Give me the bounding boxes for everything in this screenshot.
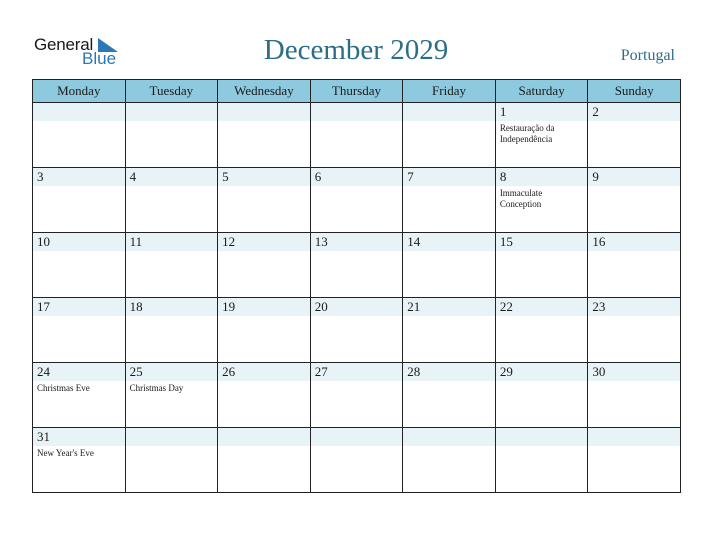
day-number-band [496, 428, 588, 446]
day-cell [588, 363, 681, 428]
weekday-header-row [33, 80, 681, 103]
day-cell [310, 168, 403, 233]
weekday-header: Friday [403, 80, 496, 103]
day-number-band [588, 103, 680, 121]
day-cell [310, 363, 403, 428]
day-number: 6 [314, 169, 322, 184]
calendar-title: December 2029 [263, 34, 449, 66]
week-row [33, 298, 681, 363]
day-cell [310, 103, 403, 168]
day-number: 16 [592, 234, 606, 249]
day-cell [125, 233, 218, 298]
holiday-label: New Year's Eve [37, 448, 94, 458]
country-label: Portugal [620, 47, 675, 64]
day-number: 4 [129, 169, 137, 184]
day-number-band [126, 103, 218, 121]
day-cell [403, 363, 496, 428]
day-cell [310, 428, 403, 493]
week-row [33, 233, 681, 298]
day-number-band [496, 103, 588, 121]
weekday-header: Monday [33, 80, 126, 103]
day-cell [125, 363, 218, 428]
holiday-label: Christmas Eve [37, 383, 90, 393]
day-number-band [311, 103, 403, 121]
day-cell [125, 428, 218, 493]
weekday-header: Wednesday [218, 80, 311, 103]
day-number: 18 [129, 299, 143, 314]
weekday-header: Sunday [588, 80, 681, 103]
day-cell [588, 428, 681, 493]
day-number: 12 [222, 234, 236, 249]
day-number-band [218, 103, 310, 121]
day-cell [33, 233, 126, 298]
day-cell [125, 168, 218, 233]
day-cell [588, 168, 681, 233]
day-cell [495, 428, 588, 493]
day-cell [310, 233, 403, 298]
day-number: 21 [407, 299, 421, 314]
day-cell [495, 168, 588, 233]
holiday-label: Immaculate Conception [499, 188, 543, 209]
day-number: 28 [407, 364, 421, 379]
day-number-band [403, 428, 495, 446]
day-cell [33, 428, 126, 493]
day-number: 25 [129, 364, 143, 379]
day-number: 17 [37, 299, 50, 314]
day-cell [403, 233, 496, 298]
day-number: 23 [592, 299, 606, 314]
day-number-band [588, 428, 680, 446]
day-cell [403, 168, 496, 233]
day-cell [218, 428, 311, 493]
day-cell [33, 103, 126, 168]
day-number: 1 [499, 104, 507, 119]
day-number: 29 [499, 364, 513, 379]
day-number-band [403, 168, 495, 186]
day-number: 10 [37, 234, 50, 249]
day-cell [495, 233, 588, 298]
day-number-band [33, 103, 125, 121]
day-cell [588, 103, 681, 168]
day-number-band [126, 168, 218, 186]
day-cell [588, 233, 681, 298]
day-number: 26 [222, 364, 236, 379]
weekday-header: Thursday [310, 80, 403, 103]
day-number: 8 [499, 169, 507, 184]
day-number: 9 [592, 169, 599, 184]
day-number-band [311, 168, 403, 186]
day-cell [218, 363, 311, 428]
week-row [33, 168, 681, 233]
day-cell [33, 363, 126, 428]
day-number: 14 [407, 234, 421, 249]
day-cell [403, 103, 496, 168]
day-cell [218, 168, 311, 233]
week-row [33, 363, 681, 428]
day-cell [218, 233, 311, 298]
day-number: 2 [592, 104, 599, 119]
day-cell [403, 428, 496, 493]
day-number-band [33, 168, 125, 186]
day-number-band [588, 168, 680, 186]
day-number-band [403, 103, 495, 121]
day-number: 19 [222, 299, 236, 314]
day-number: 13 [314, 234, 328, 249]
day-cell [125, 103, 218, 168]
day-cell [588, 298, 681, 363]
day-number: 7 [407, 169, 414, 184]
day-cell [403, 298, 496, 363]
logo-word-blue: Blue [82, 49, 117, 68]
day-number-band [496, 168, 588, 186]
day-cell [310, 298, 403, 363]
day-number: 5 [222, 169, 229, 184]
day-number-band [218, 428, 310, 446]
day-number: 30 [592, 364, 606, 379]
day-cell [218, 298, 311, 363]
day-number-band [126, 428, 218, 446]
week-row [33, 103, 681, 168]
calendar-grid [32, 79, 681, 493]
holiday-label: Restauração da Independência [499, 123, 555, 144]
logo-word-general: General [34, 35, 94, 54]
day-cell [495, 298, 588, 363]
day-number-band [311, 428, 403, 446]
day-number: 31 [37, 429, 50, 444]
day-number: 22 [499, 299, 513, 314]
day-cell [33, 298, 126, 363]
day-cell [495, 103, 588, 168]
day-number-band [218, 168, 310, 186]
day-cell [218, 103, 311, 168]
day-cell [495, 363, 588, 428]
day-number: 11 [129, 234, 143, 249]
holiday-label: Christmas Day [129, 383, 184, 393]
day-cell [33, 168, 126, 233]
day-number: 20 [314, 299, 328, 314]
day-number: 24 [37, 364, 50, 379]
day-cell [125, 298, 218, 363]
weekday-header: Saturday [495, 80, 588, 103]
week-row [33, 428, 681, 493]
weekday-header: Tuesday [125, 80, 218, 103]
day-number: 15 [499, 234, 513, 249]
day-number: 3 [37, 169, 44, 184]
day-number: 27 [314, 364, 328, 379]
